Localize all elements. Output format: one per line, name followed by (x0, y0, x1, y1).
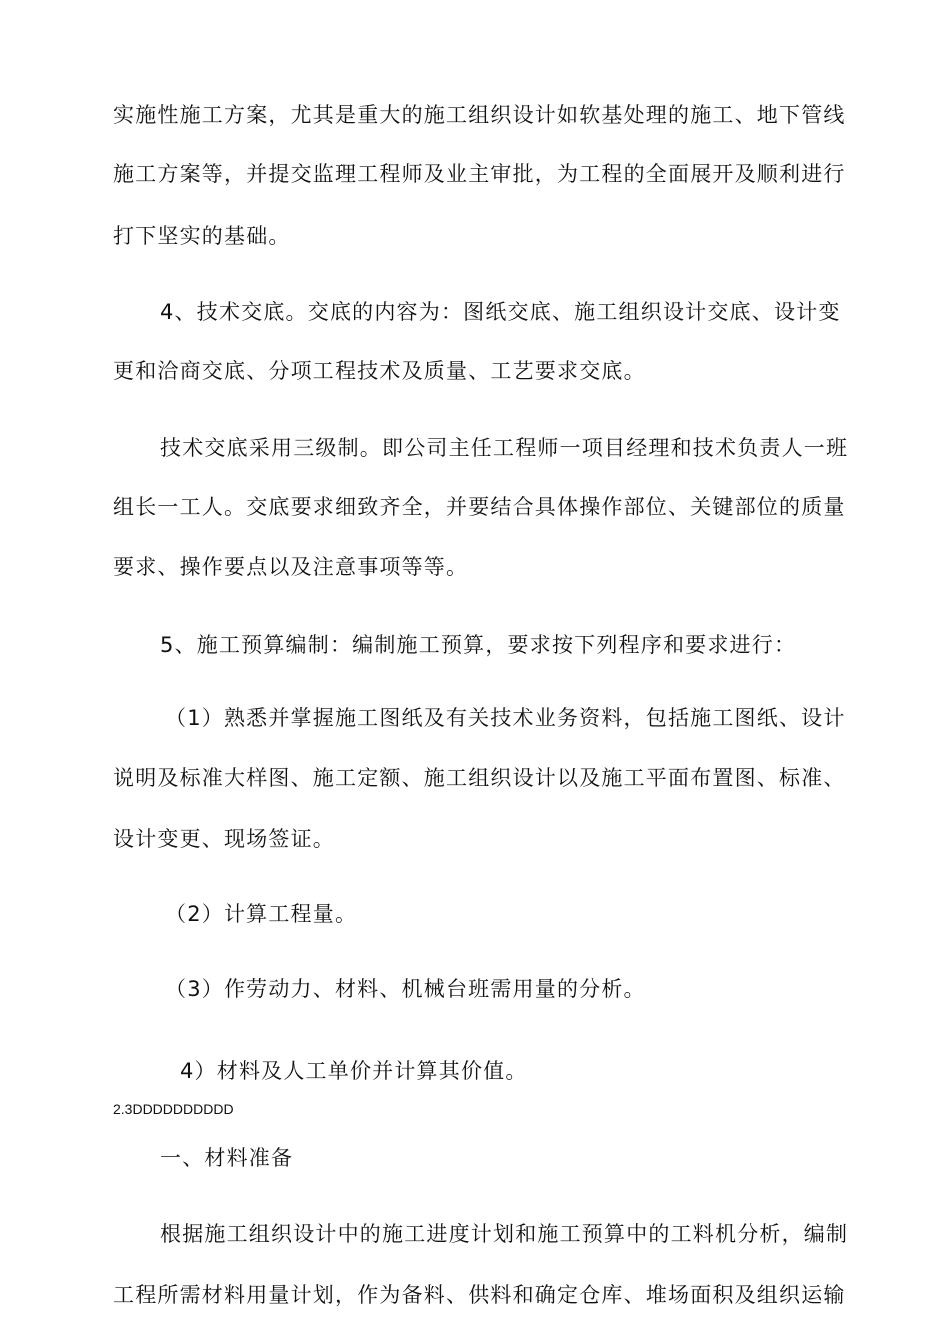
paragraph-line: 组长一工人。交底要求细致齐全，并要结合具体操作部位、关键部位的质量 (113, 495, 846, 519)
paragraph-line: 说明及标准大样图、施工定额、施工组织设计以及施工平面布置图、标准、 (113, 766, 846, 790)
paragraph-line: （1）熟悉并掌握施工图纸及有关技术业务资料，包括施工图纸、设计 (165, 706, 846, 730)
paragraph-line: 4）材料及人工单价并计算其价值。 (180, 1059, 528, 1083)
subsection-heading: 一、材料准备 (160, 1146, 294, 1170)
paragraph-line: 5、施工预算编制：编制施工预算，要求按下列程序和要求进行： (160, 633, 797, 657)
paragraph-line: 4、技术交底。交底的内容为：图纸交底、施工组织设计交底、设计变 (160, 300, 841, 324)
paragraph-line: （2）计算工程量。 (165, 902, 358, 926)
paragraph-line: 根据施工组织设计中的施工进度计划和施工预算中的工料机分析，编制 (160, 1222, 849, 1246)
paragraph-line: 设计变更、现场签证。 (113, 827, 335, 851)
section-heading: 2.3DDDDDDDDDD (113, 1101, 234, 1117)
paragraph-line: 工程所需材料用量计划，作为备料、供料和确定仓库、堆场面积及组织运输 (113, 1283, 846, 1307)
paragraph-line: 要求、操作要点以及注意事项等等。 (113, 555, 469, 579)
paragraph-line: 施工方案等，并提交监理工程师及业主审批，为工程的全面展开及顺利进行 (113, 162, 846, 186)
paragraph-line: 实施性施工方案，尤其是重大的施工组织设计如软基处理的施工、地下管线 (113, 103, 846, 127)
paragraph-line: （3）作劳动力、材料、机械台班需用量的分析。 (165, 977, 646, 1001)
paragraph-line: 更和洽商交底、分项工程技术及质量、工艺要求交底。 (113, 359, 646, 383)
paragraph-line: 打下坚实的基础。 (113, 224, 291, 248)
paragraph-line: 技术交底采用三级制。即公司主任工程师一项目经理和技术负责人一班 (160, 436, 849, 460)
